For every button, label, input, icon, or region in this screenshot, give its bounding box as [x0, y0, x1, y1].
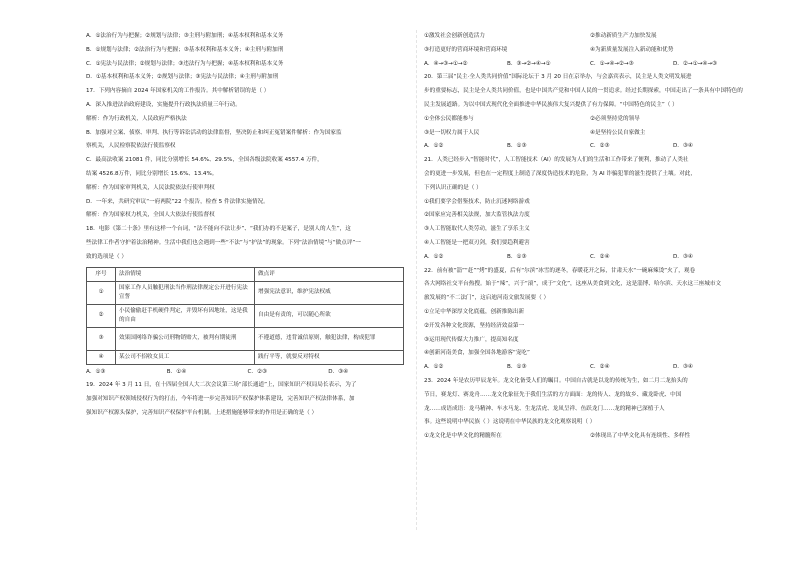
item: ④为新质量发展注入新动能和优势: [590, 46, 674, 53]
item: ④是坚持公民自家做主: [590, 129, 646, 136]
table-cell: 国家工作人员触犯刑法当作刑法律规定公开进行宪法宣誓: [116, 281, 255, 304]
option-b: B．③→②→④→①: [507, 60, 551, 67]
table-cell: 某公司不招收女员工: [116, 350, 255, 364]
table-cell: 践行平等，就要反对特权: [255, 350, 404, 364]
q19-stem: 强知识产权源头保护，完善知识产权保护平台机制。上述措施能够带来的作用是正确的是（ ）: [86, 409, 318, 416]
right-column: [424, 30, 756, 444]
q20-options: [424, 140, 756, 154]
q19-stem: 加强对知识产权领域侵权行为的打击，今年将进一步完善知识产权保护体系建设，完善知识产权法律体系，加: [86, 396, 355, 403]
q17-stem: 17．下列内容摘自 2024 年国家机关的工作报告。其中解析错误的是（ ）: [86, 88, 270, 95]
q21-stem: 下列认识正确的是（ ）: [424, 184, 482, 191]
option-b: B．①③: [507, 253, 527, 260]
item: ②体现出了中华文化具有连续性、多样性: [590, 433, 691, 440]
q22-item: ②开发各种文化资源，坚持经济效益第一: [424, 322, 525, 329]
table-row: [87, 350, 404, 364]
q17-line: A．深入推进法治政府建设，实施提升行政执法质量三年行动。: [86, 101, 241, 108]
q23-stem: 节日，赛龙灯、赛龙舟……龙文化象征先于我们生活的方方面面：龙的传人、龙的故乡、藏龙卧虎、中国: [424, 391, 682, 398]
option-c: C．②③: [247, 368, 268, 375]
option-d: D．③④: [328, 368, 349, 375]
q20-stem: 20．第三届“民主·全人类共同价值”国际论坛于 3 月 20 日在京举办，与会嘉宾表示，民主是人类文明发展进: [424, 74, 692, 81]
item: ①龙文化是中华文化的精髓所在: [424, 433, 502, 440]
q21-item: ①我们要学会借鉴技术，防止沉迷网络游戏: [424, 198, 530, 205]
table-cell: 小民偷偷赶手机硬件判定，并毁坏有因地址，这是我的自由: [116, 304, 255, 327]
table-cell: ①: [87, 281, 116, 304]
option-b: B．①③: [507, 364, 527, 371]
q16-option-b: B．①规划与法律；②法治行为与把握；③基本权利和基本义务；④主刑与附加刑: [86, 46, 284, 53]
option-d: D．③④: [673, 364, 693, 371]
table-row: [87, 281, 404, 304]
q22-item: ③运用现代传媒大力推广，提高知名度: [424, 336, 519, 343]
q17-line: 结案 4526.8万件，同比分别增长 15.6%、13.4%。: [86, 170, 218, 177]
q16-option-d: D．①基本权利和基本义务；②规划与法律；③宪法与民法律；④主刑与附加刑: [86, 74, 279, 81]
q17-line: 察机关，人民检察院依法行使监察权: [86, 143, 176, 150]
item: ①激发社会创新创造活力: [424, 33, 485, 39]
option-a: A．①②: [424, 253, 444, 260]
table-cell: ④: [87, 350, 116, 364]
option-b: B．①③: [507, 143, 527, 150]
table-cell: ③: [87, 327, 116, 350]
q19-stem: 19．2024 年 3 月 11 日，在十四届全国人大二次会议第三场“部长通道”上，国家知识产权局局长表示，为了: [86, 382, 357, 389]
table-header-row: [87, 267, 404, 281]
q23-stem: 龙……成语成语：龙马精神、车水马龙、生龙活虎、龙凤呈祥、鱼跃龙门……龙的精神已深植于人: [424, 405, 665, 412]
option-a: A．①③: [86, 368, 106, 375]
q21-item: ②国家应完善相关法规，加大监管执法力度: [424, 212, 530, 219]
table-header: 做点评: [255, 267, 404, 281]
option-a: A．①②: [424, 143, 444, 150]
q23-stem: 23．2024 年是农历甲辰龙年。龙文化备受人们的瞩目。中国自古就是以龙的传统为生，如二月二龙抬头的: [424, 377, 688, 384]
q16-option-a: A．①法治行为与把握；②规划与法律；③主刑与附加刑；④基本权利和基本义务: [86, 33, 284, 39]
q18-options: [86, 366, 409, 380]
table-cell: 自由是有责的，可以随心所欲: [255, 304, 404, 327]
q17-line: B．加强对立案、侦察、审判、执行等诉讼活动的法律监督，坚决防止和纠正冤错案件解析：作为国家监: [86, 129, 342, 136]
q22-stem: 各大网络社交平台热搜。始于“辣”，兴于“滚”，成于“文化”，这座从美食到文化，这是淄博、哈尔滨、天水这三座城市文: [424, 281, 722, 288]
q18-table: [86, 267, 404, 365]
q21-options: [424, 251, 756, 265]
left-column: [86, 30, 409, 421]
item: ③是一切权力属于人民: [424, 129, 480, 136]
q22-item: ④创新河南美食，加强全国各地游客“宠吃”: [424, 350, 530, 357]
option-d: D．③④: [673, 253, 693, 260]
table-cell: 不遵道德，违背诚信原则，触犯法律，构成犯罪: [255, 327, 404, 350]
q22-stem: 旅发展的“不二法门”，这启迪河南文旅发展要（ ）: [424, 295, 550, 302]
q23-stem: 事。这些说明中华民族（ ）这说明在中华民族的龙文化观察说明（ ）: [424, 419, 596, 426]
q21-item: ③人工智能取代人类劳动，滋生了享乐主义: [424, 226, 530, 233]
item: ②推动新质生产力加快发展: [590, 33, 657, 39]
option-c: C．②③: [590, 143, 610, 150]
option-c: C．②④: [590, 253, 610, 260]
q17-line: C．最高法收案 21081 件，同比分别增长 54.6%、29.5%，全国各级法院收案 4557.4 万件，: [86, 157, 323, 164]
table-cell: ②: [87, 304, 116, 327]
q17-line: 解析：作为行政机关，人民政府严格执法: [86, 115, 187, 122]
q19-options: [424, 58, 756, 72]
q16-option-c: C．①宪法与民法律；②规划与法律；③违法行为与把握；④基本权利和基本义务: [86, 60, 284, 67]
q18-stem: 18．电影《第二十条》里有这样一个台词，“法不能向不法让步”、“我们办的不是案子，是别人的人生”，这: [86, 226, 351, 233]
item: ③打造更好的营商环境和营商环境: [424, 46, 508, 53]
q20-stem: 步的重要标志，民主是全人类共同价值，也是中国共产党和中国人民的一贯追求。经过长期探索，中国走出了一条具有中国特色的: [424, 88, 743, 95]
option-c: C．①→④→②→③: [590, 60, 634, 67]
q20-items: [424, 127, 756, 141]
q18-stem: 些法律工作者守护着法治精神。生活中我们也会遇到一些“不法”与“护法”的现象。下列“法治情境”与“做点评”一: [86, 239, 361, 246]
column-divider: [416, 30, 417, 530]
q18-stem: 致的选项是（ ）: [86, 253, 127, 260]
option-a: A．④→③→①→②: [424, 60, 468, 67]
q21-stem: 21．人类已经步入“智能时代”，人工智能技术（AI）的发展为人们的生活和工作带来了便利，推动了人类社: [424, 157, 689, 164]
q23-items: [424, 430, 756, 444]
q22-item: ①立足中华深厚文化底蕴，创新推陈出新: [424, 308, 525, 315]
q19-items: [424, 44, 756, 58]
item: ②必须坚持党的领导: [590, 115, 640, 122]
table-cell: 增强宪法意识，维护宪法权威: [255, 281, 404, 304]
q22-stem: 22．前有被“淄”“赶”“烤”的盛夏，后有“尔滨”冰雪的逐冬，春暖花开之际，甘肃天水“一碗麻辣烫”火了，观卷: [424, 267, 696, 274]
option-b: B．①④: [166, 368, 187, 375]
table-row: [87, 304, 404, 327]
q17-line: 解析：作为国家审判机关，人民法院依法行使审判权: [86, 184, 215, 191]
option-c: C．②④: [590, 364, 610, 371]
item: ①全体公民都能参与: [424, 115, 474, 122]
table-header: 法治情境: [116, 267, 255, 281]
option-a: A．①②: [424, 364, 444, 371]
q17-line: D．一年来，共研究审议“一府两院”22 个报告，检查 5 件法律实施情况。: [86, 198, 269, 205]
q21-stem: 会的更进一步发展，但也在一定程度上制造了深度伪造技术的危险，为 AI 诈骗犯罪的滋生提供了土壤。对此，: [424, 170, 696, 177]
q19-items: [424, 30, 756, 44]
table-row: [87, 327, 404, 350]
option-d: D．②→①→④→③: [673, 60, 718, 67]
q22-options: [424, 361, 756, 375]
q17-line: 解析：作为国家权力机关，全国人大依法行使监督权: [86, 212, 215, 219]
option-d: D．③④: [673, 143, 693, 150]
q21-item: ④人工智能是一把双刃剑，我们要趋利避害: [424, 239, 530, 246]
table-header: 序号: [87, 267, 116, 281]
q20-items: [424, 113, 756, 127]
q20-stem: 民主发展道路。为以中国式现代化全面推进中华民族伟大复兴提供了有力保障。“中国特色的民主”（ ）: [424, 101, 678, 108]
table-cell: 效果国网络诈骗公司刑物销赔大，被判有期徒刑: [116, 327, 255, 350]
